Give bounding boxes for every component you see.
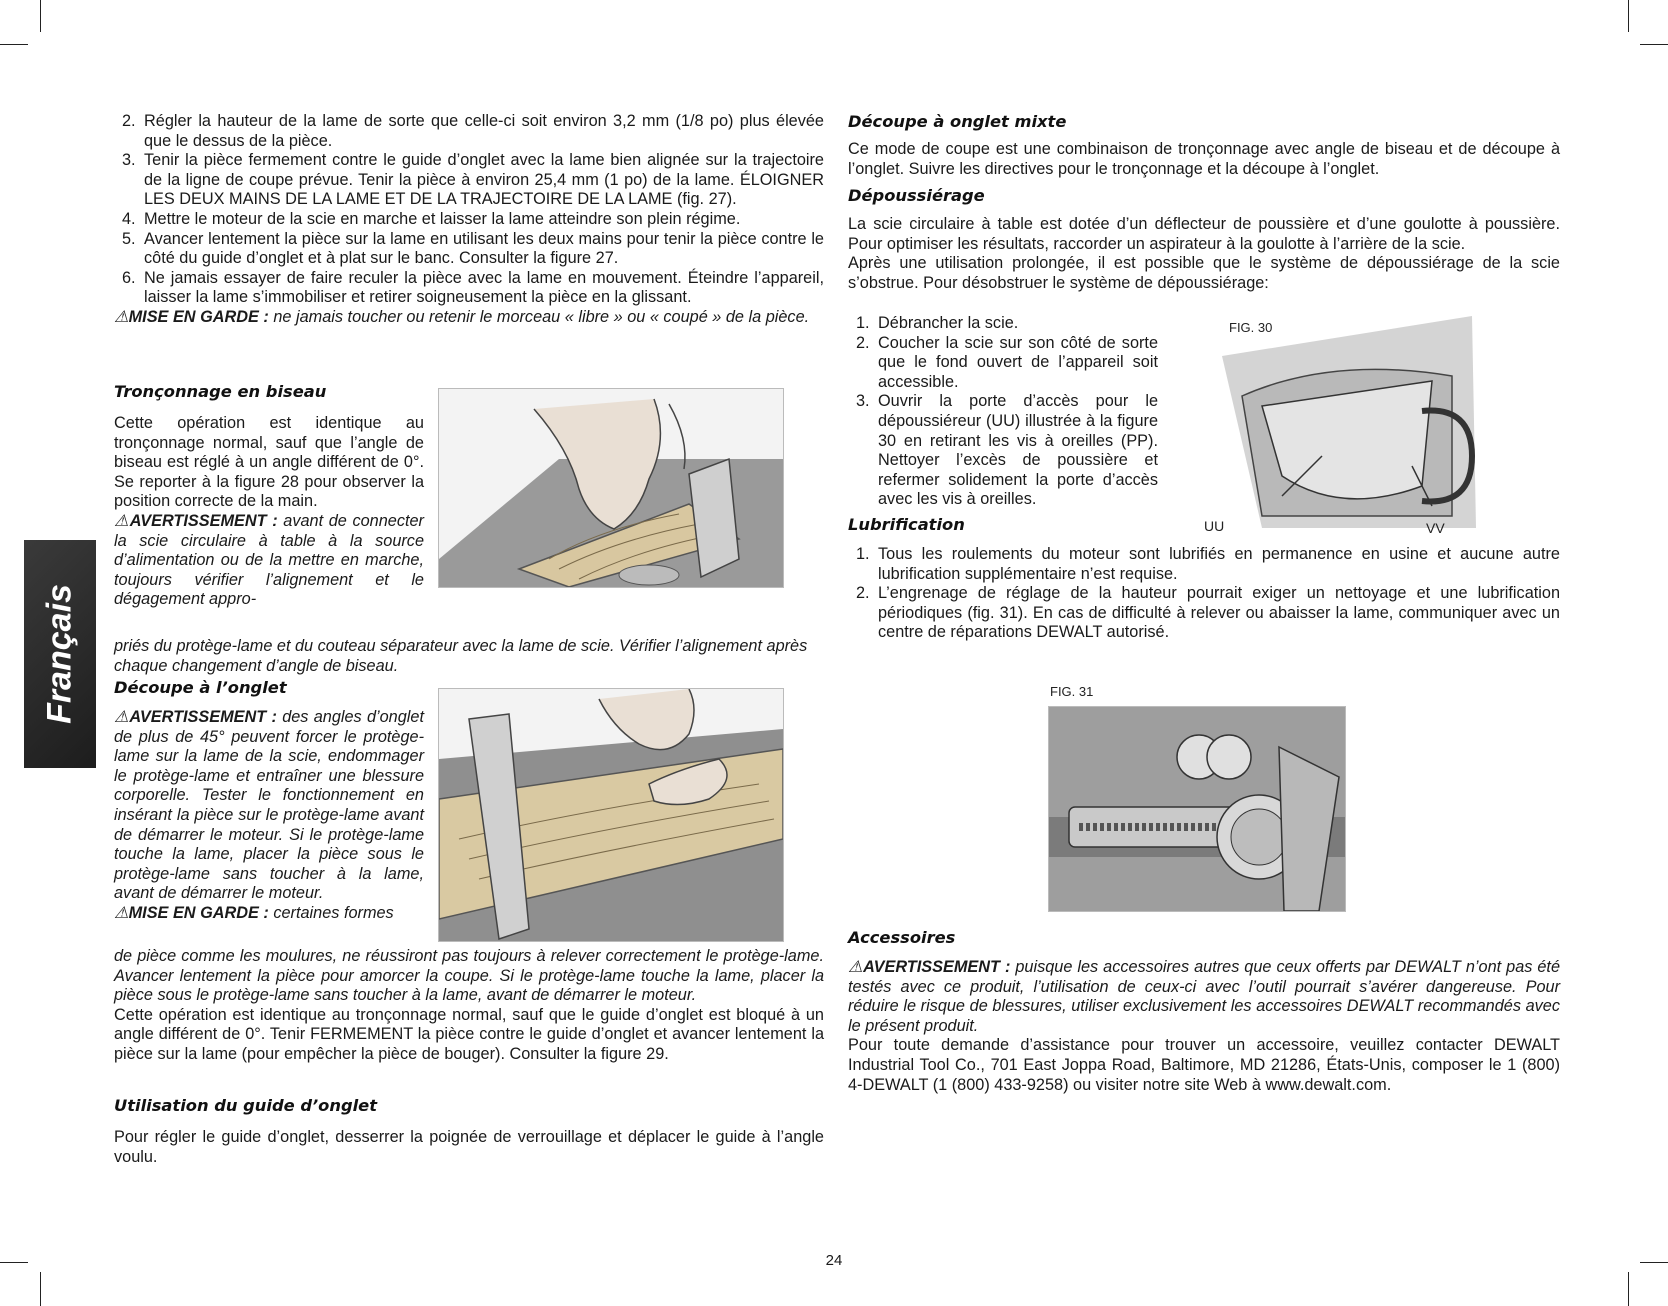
- dust-steps: [848, 314, 1158, 510]
- list-item: 6. Ne jamais essayer de faire reculer la pièce avec la lame en mouvement. Éteindre l’appareil, laisser la lame s’immobiliser et retirer soigneusement la pièce en la glissant.: [122, 268, 824, 307]
- bevel-warning: ⚠AVERTISSEMENT : avant de connecter la scie circulaire à table à la source d’alimentation ou de la mettre en marche, toujours vérifier l’alignement et le dégagement appro-: [114, 511, 424, 609]
- miter-caution-cont: de pièce comme les moulures, ne réussiront pas toujours à relever correctement le protège-lame. Avancer lentement la pièce pour amorcer la coupe. Si le protège-lame touche la lame, placer la pièce sous le protège-lame sans toucher à la lame, avant de démarrer le moteur.: [114, 947, 824, 1005]
- crop-mark: [1628, 1272, 1629, 1306]
- section-title-accessories: Accessoires: [848, 928, 956, 947]
- section-title-lube: Lubrification: [848, 515, 965, 534]
- section-title-miter-gauge: Utilisation du guide d’onglet: [114, 1096, 378, 1115]
- list-item: 1. Tous les roulements du moteur sont lubrifiés en permanence en usine et aucune autre lubrification supplémentaire n’est requise.: [856, 545, 1560, 583]
- callout-vv: VV: [1426, 520, 1445, 536]
- miter-body: [114, 947, 824, 1065]
- miter-warning: ⚠AVERTISSEMENT : des angles d’onglet de plus de 45° peuvent forcer le protège-lame sur la lame de la scie, endommager le protège-lame et entraîner une blessure corporelle. Tester le fonctionnement en insérant la pièce sur le protège-lame avant de démarrer le moteur. Si le protège-lame touche la lame, placer la pièce sous le protège-lame sans toucher à la lame, avant de démarrer le moteur.: [114, 708, 424, 903]
- list-item: 3. Tenir la pièce fermement contre le guide d’onglet avec la lame bien alignée sur la trajectoire de la ligne de coupe prévue. Tenir la pièce à environ 25,4 mm (1 po) de la lame. ÉLOIGNER LES DEUX MAINS DE LA LAME ET DE LA TRAJECTOIRE DE LA LAME (fig. 27).: [122, 151, 824, 209]
- dust-p1: La scie circulaire à table est dotée d’un déflecteur de poussière et d’une goulotte à poussière. Pour optimiser les résultats, raccorder un aspirateur à la goulotte à l’arrière de la scie.: [848, 215, 1560, 253]
- figure-28-illustration: [438, 388, 784, 588]
- crop-mark: [40, 0, 41, 32]
- language-tab-label: Français: [40, 584, 79, 724]
- lube-steps: [848, 545, 1560, 643]
- miter-warning-block: [114, 708, 424, 924]
- list-item: 2. Régler la hauteur de la lame de sorte que celle-ci soit environ 3,2 mm (1/8 po) plus élevée que le dessus de la pièce.: [122, 112, 824, 150]
- crop-mark: [1628, 0, 1629, 32]
- figure-30-illustration: [1222, 316, 1476, 528]
- language-tab: [24, 540, 96, 768]
- bevel-warning-cont: priés du protège-lame et du couteau séparateur avec la lame de scie. Vérifier l’alignement après chaque changement d’angle de biseau.: [114, 637, 808, 675]
- list-item: 4. Mettre le moteur de la scie en marche et laisser la lame atteindre son plein régime.: [122, 209, 741, 228]
- page-number: 24: [825, 1252, 843, 1269]
- miter-text: Cette opération est identique au tronçonnage normal, sauf que le guide d’onglet est bloqué à un angle différent de 0°. Tenir FERMEMENT la pièce contre le guide d’onglet et avancer lentement la pièce sur la lame (pour empêcher la pièce de bouger). Consulter la figure 29.: [114, 1005, 824, 1063]
- accessories-text: Pour toute demande d’assistance pour trouver un accessoire, veuillez contacter DEWALT Industrial Tool Co., 701 East Joppa Road, Baltimore, MD 21286, États-Unis, composer le 1 (800) 4-DEWALT (1 (800) 433-9258) ou visiter notre site Web à www.dewalt.com.: [848, 1036, 1560, 1094]
- dust-p2: Après une utilisation prolongée, il est possible que le système de dépoussiérage de la scie s’obstrue. Pour désobstruer le système de dépoussiérage:: [848, 254, 1560, 292]
- crop-mark: [1640, 44, 1668, 45]
- figure-29-illustration: [438, 688, 784, 942]
- fig-label-31: FIG. 31: [1050, 684, 1094, 699]
- crop-mark: [0, 44, 28, 45]
- section-title-dust: Dépoussiérage: [848, 186, 985, 205]
- list-item: 2. L’engrenage de réglage de la hauteur pourrait exiger un nettoyage et une lubrification périodiques (fig. 31). En cas de difficulté à relever ou abaisser la lame, communiquer avec un centre de réparations DEWALT autorisé.: [856, 584, 1560, 642]
- cross-cut-steps: [114, 112, 824, 328]
- miter-gauge-text: Pour régler le guide d’onglet, desserrer la poignée de verrouillage et déplacer le guide à l’angle voulu.: [114, 1128, 824, 1166]
- accessories-warning: ⚠AVERTISSEMENT : puisque les accessoires autres que ceux offerts par DEWALT n’ont pas été testés avec ce produit, l’utilisation de ceux-ci avec l’outil pourrait s’avérer dangereuse. Pour réduire le risque de blessures, utiliser exclusivement les accessoires DEWALT recommandés avec le présent produit.: [848, 958, 1560, 1035]
- bevel-body: [114, 414, 424, 610]
- miter-caution: ⚠MISE EN GARDE : certaines formes: [114, 903, 394, 922]
- list-item: 5. Avancer lentement la pièce sur la lame en utilisant les deux mains pour tenir la pièce contre le côté du guide d’onglet et à plat sur le banc. Consulter la figure 27.: [122, 229, 824, 268]
- list-item: 2. Coucher la scie sur son côté de sorte que le fond ouvert de l’appareil soit accessible.: [856, 333, 1158, 391]
- section-title-bevel: Tronçonnage en biseau: [114, 382, 327, 401]
- section-title-miter: Découpe à l’onglet: [114, 678, 287, 697]
- list-item: 3. Ouvrir la porte d’accès pour le dépoussiéreur (UU) illustrée à la figure 30 en retirant les vis à oreilles (PP). Nettoyer l’excès de poussière et refermer solidement la porte d’accès avec les vis à oreilles.: [856, 392, 1158, 509]
- bevel-text: Cette opération est identique au tronçonnage normal, sauf que l’angle de biseau est réglé à un angle différent de 0°. Se reporter à la figure 28 pour observer la position correcte de la main.: [114, 414, 424, 511]
- list-item: 1. Débrancher la scie.: [856, 314, 1019, 332]
- figure-31-illustration: [1048, 706, 1346, 912]
- caution-note: ⚠MISE EN GARDE : ne jamais toucher ou retenir le morceau « libre » ou « coupé » de la pièce.: [114, 307, 810, 326]
- accessories-body: [848, 958, 1560, 1095]
- compound-text: Ce mode de coupe est une combinaison de tronçonnage avec angle de biseau et de découpe à l’onglet. Suivre les directives pour le tronçonnage et la découpe à l’onglet.: [848, 140, 1560, 178]
- callout-uu: UU: [1204, 518, 1225, 534]
- dust-body: [848, 215, 1560, 293]
- fig-label-30: FIG. 30: [1229, 320, 1273, 335]
- section-title-compound: Découpe à onglet mixte: [848, 112, 1067, 131]
- crop-mark: [40, 1272, 41, 1306]
